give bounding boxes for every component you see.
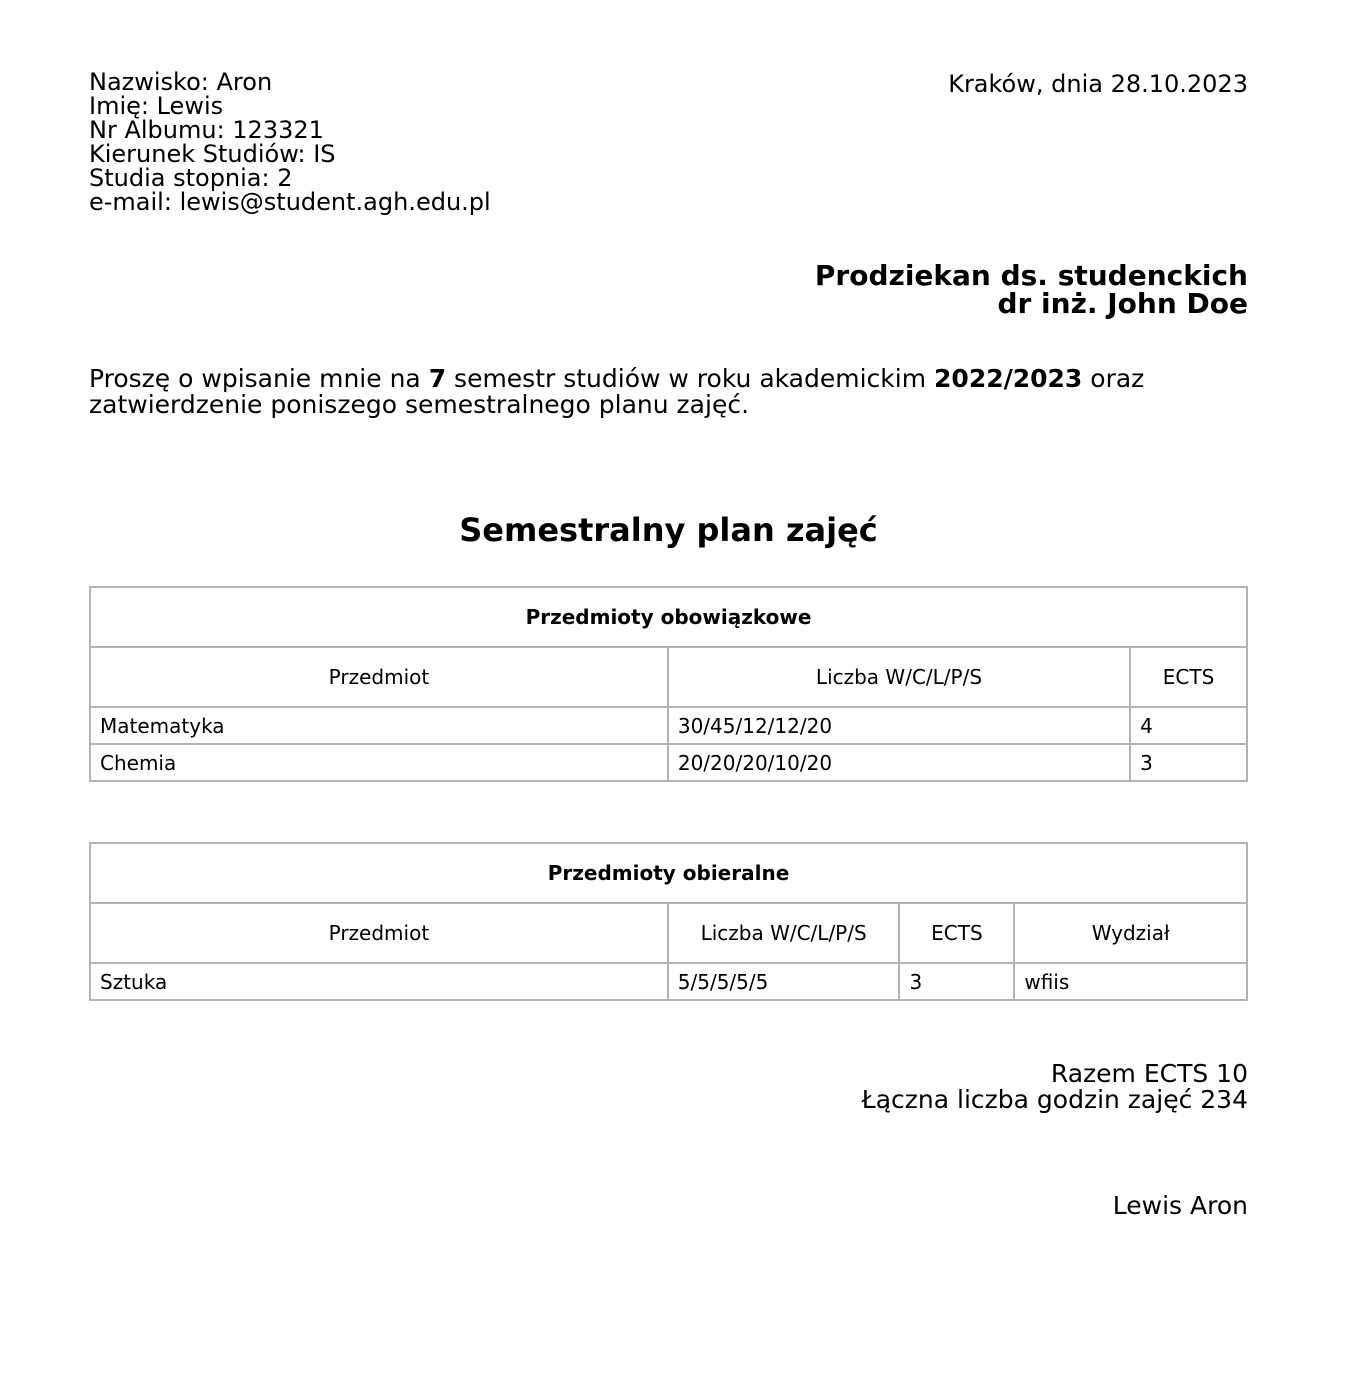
header-hours: Liczba W/C/L/P/S (668, 647, 1130, 707)
mandatory-courses-table (89, 586, 1248, 782)
header-row (89, 70, 1248, 214)
total-hours: Łączna liczba godzin zajęć 234 (861, 1085, 1248, 1114)
student-info (89, 70, 491, 214)
addressee-title: Prodziekan ds. studenckich (814, 259, 1248, 292)
cell-subject: Matematyka (90, 707, 668, 744)
cell-hours: 5/5/5/5/5 (668, 963, 900, 1000)
student-degree-level: Studia stopnia: 2 (89, 164, 293, 192)
cell-subject: Chemia (90, 744, 668, 781)
mandatory-title-row (90, 587, 1247, 647)
document-date: Kraków, dnia 28.10.2023 (948, 70, 1248, 98)
request-text-1: Proszę o wpisanie mnie na (89, 364, 429, 393)
request-paragraph (89, 366, 1248, 418)
student-first-name: Imię: Lewis (89, 92, 224, 120)
totals (89, 1061, 1248, 1113)
request-text-3: oraz zatwierdzenie poniszego semestralnego planu zajęć. (89, 364, 1145, 419)
student-album-number: Nr Albumu: 123321 (89, 116, 324, 144)
cell-hours: 30/45/12/12/20 (668, 707, 1130, 744)
addressee-name: dr inż. John Doe (997, 287, 1248, 320)
header-hours: Liczba W/C/L/P/S (668, 903, 900, 963)
request-semester: 7 (428, 364, 447, 393)
mandatory-title: Przedmioty obowiązkowe (90, 587, 1247, 647)
header-ects: ECTS (899, 903, 1014, 963)
header-subject: Przedmiot (90, 647, 668, 707)
header-faculty: Wydział (1014, 903, 1247, 963)
elective-title: Przedmioty obieralne (90, 843, 1247, 903)
signature: Lewis Aron (1112, 1191, 1248, 1220)
elective-title-row (90, 843, 1247, 903)
header-subject: Przedmiot (90, 903, 668, 963)
student-surname: Nazwisko: Aron (89, 68, 273, 96)
request-text-2: semestr studiów w roku akademickim (446, 364, 935, 393)
total-ects: Razem ECTS 10 (1050, 1059, 1248, 1088)
elective-courses-table (89, 842, 1248, 1001)
cell-subject: Sztuka (90, 963, 668, 1000)
mandatory-header-row (90, 647, 1247, 707)
student-email: e-mail: lewis@student.agh.edu.pl (89, 188, 491, 216)
student-field-of-study: Kierunek Studiów: IS (89, 140, 336, 168)
table-row (90, 707, 1247, 744)
cell-hours: 20/20/20/10/20 (668, 744, 1130, 781)
cell-ects: 3 (1130, 744, 1247, 781)
document-page (89, 70, 1248, 1219)
elective-header-row (90, 903, 1247, 963)
cell-ects: 3 (899, 963, 1014, 1000)
table-row (90, 744, 1247, 781)
table-row (90, 963, 1247, 1000)
header-ects: ECTS (1130, 647, 1247, 707)
cell-ects: 4 (1130, 707, 1247, 744)
cell-faculty: wfiis (1014, 963, 1247, 1000)
request-academic-year: 2022/2023 (934, 364, 1083, 393)
addressee (89, 259, 1248, 320)
plan-title: Semestralny plan zajęć (459, 511, 878, 549)
